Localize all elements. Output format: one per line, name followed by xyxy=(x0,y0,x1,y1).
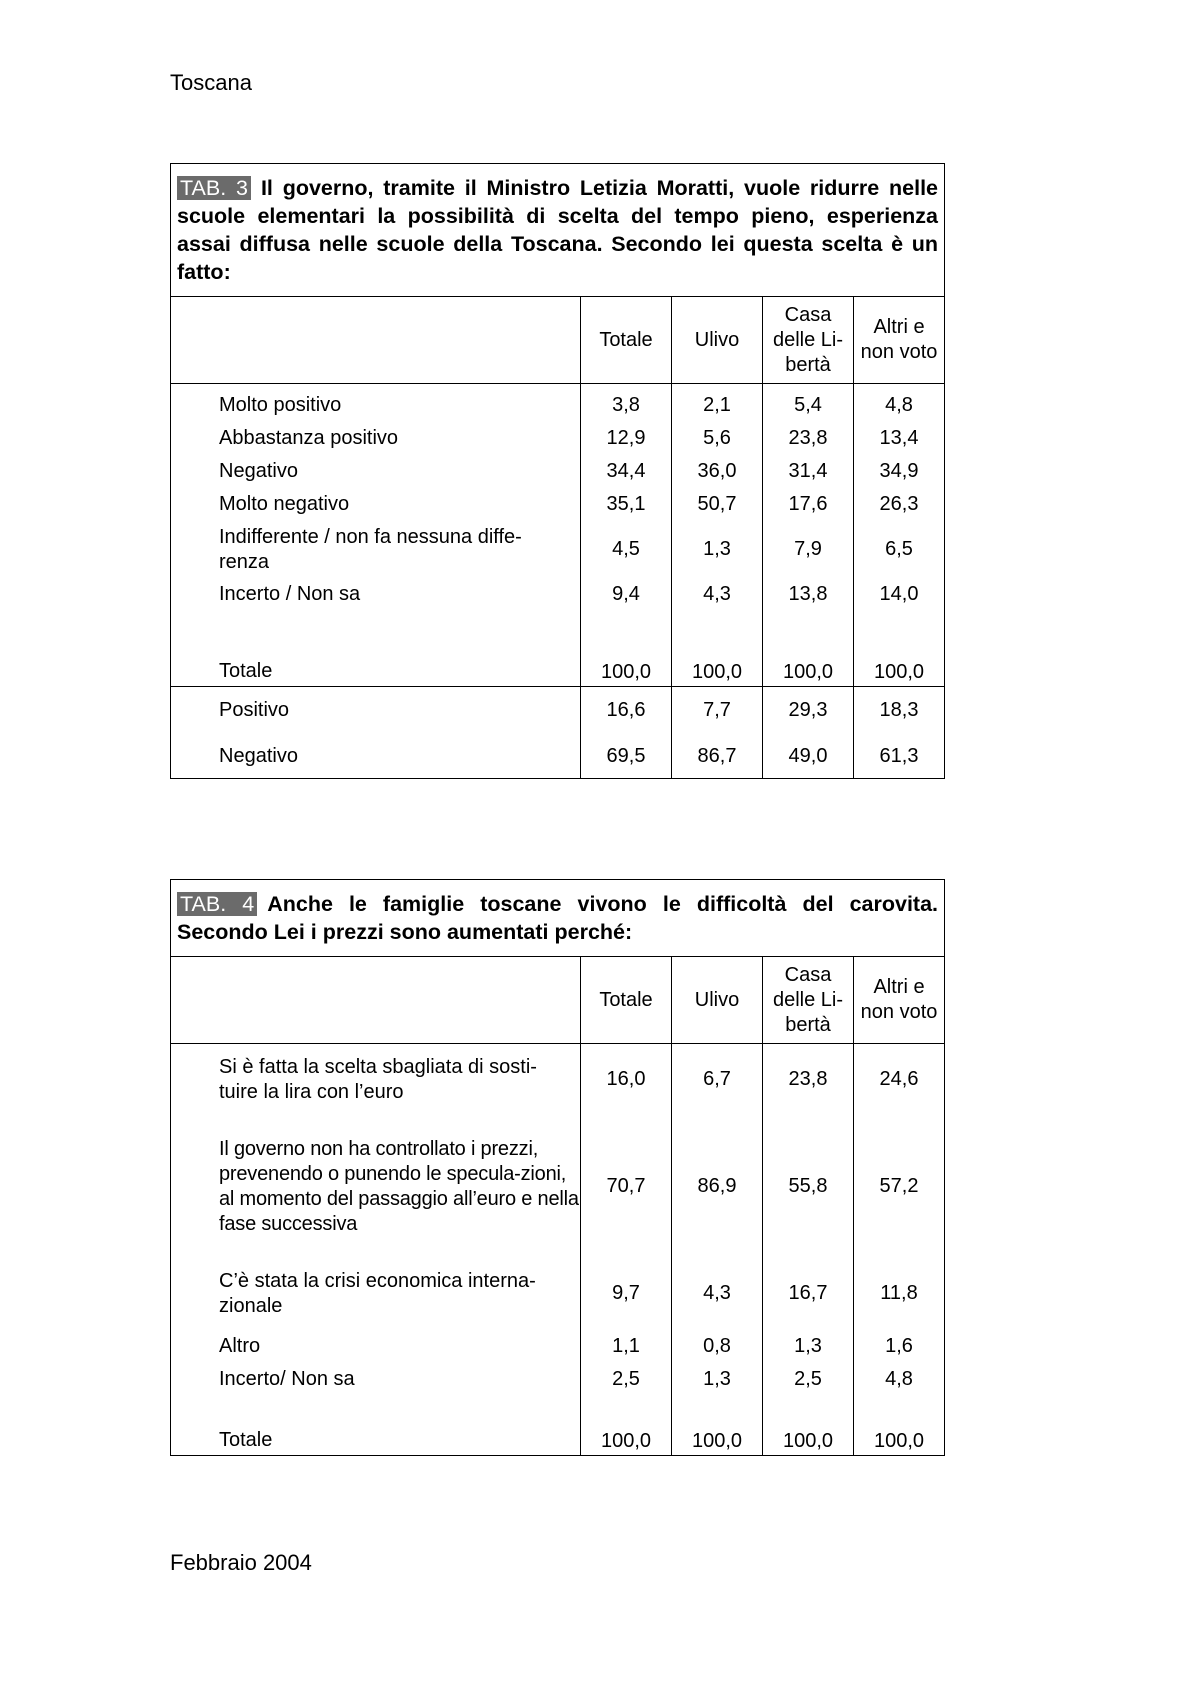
table-4 xyxy=(170,879,945,1456)
cell-value: 69,5 xyxy=(581,735,672,779)
cell-value: 100,0 xyxy=(763,1396,854,1456)
cell-value: 1,6 xyxy=(854,1330,945,1363)
cell-value: 3,8 xyxy=(581,384,672,422)
table-row xyxy=(171,422,945,455)
cell-value: 2,1 xyxy=(672,384,763,422)
table-row xyxy=(171,1363,945,1396)
cell-value: 16,7 xyxy=(763,1258,854,1330)
cell-value: 23,8 xyxy=(763,1044,854,1116)
table-badge: TAB. 3 xyxy=(177,176,251,200)
cell-value: 49,0 xyxy=(763,735,854,779)
cell-value: 35,1 xyxy=(581,488,672,521)
cell-value: 86,7 xyxy=(672,735,763,779)
cell-value: 7,9 xyxy=(763,521,854,579)
cell-value: 17,6 xyxy=(763,488,854,521)
cell-value: 4,8 xyxy=(854,1363,945,1396)
cell-value: 1,3 xyxy=(763,1330,854,1363)
cell-value: 9,4 xyxy=(581,579,672,611)
row-label: Positivo xyxy=(171,687,581,735)
col-header-altri: Altri e non voto xyxy=(854,297,945,384)
cell-value: 57,2 xyxy=(854,1116,945,1258)
cell-value: 26,3 xyxy=(854,488,945,521)
row-label: C’è stata la crisi economica interna-zionale xyxy=(171,1258,581,1330)
table-header-row xyxy=(171,297,945,384)
col-header-ulivo: Ulivo xyxy=(672,297,763,384)
cell-value: 13,4 xyxy=(854,422,945,455)
table-row xyxy=(171,1044,945,1116)
row-label: Altro xyxy=(171,1330,581,1363)
cell-value: 100,0 xyxy=(854,611,945,687)
cell-value: 14,0 xyxy=(854,579,945,611)
cell-value: 100,0 xyxy=(581,611,672,687)
row-label: Totale xyxy=(171,611,581,687)
col-header-totale: Totale xyxy=(581,297,672,384)
cell-value: 16,0 xyxy=(581,1044,672,1116)
cell-value: 12,9 xyxy=(581,422,672,455)
cell-value: 23,8 xyxy=(763,422,854,455)
row-label: Molto negativo xyxy=(171,488,581,521)
cell-value: 100,0 xyxy=(854,1396,945,1456)
cell-value: 13,8 xyxy=(763,579,854,611)
cell-value: 100,0 xyxy=(672,1396,763,1456)
table-3-title xyxy=(171,164,945,297)
row-label: Negativo xyxy=(171,455,581,488)
table-3 xyxy=(170,163,945,779)
cell-value: 2,5 xyxy=(763,1363,854,1396)
table-total-row xyxy=(171,611,945,687)
header-empty xyxy=(171,297,581,384)
table-title-text: Il governo, tramite il Ministro Letizia Moratti, vuole ridurre nelle scuole elementari la possibilità di scelta del tempo pieno, esperienza assai diffusa nelle scuole della Toscana. Secondo lei questa scelta è un fatto: xyxy=(177,176,939,284)
table-row xyxy=(171,579,945,611)
table-total-row xyxy=(171,1396,945,1456)
row-label: Molto positivo xyxy=(171,384,581,422)
table-row xyxy=(171,1258,945,1330)
cell-value: 1,3 xyxy=(672,1363,763,1396)
table-row xyxy=(171,455,945,488)
col-header-ulivo: Ulivo xyxy=(672,957,763,1044)
cell-value: 34,4 xyxy=(581,455,672,488)
table-header-row xyxy=(171,957,945,1044)
page-footer: Febbraio 2004 xyxy=(170,1550,312,1575)
cell-value: 1,3 xyxy=(672,521,763,579)
cell-value: 16,6 xyxy=(581,687,672,735)
cell-value: 100,0 xyxy=(763,611,854,687)
table-badge: TAB. 4 xyxy=(177,892,257,916)
col-header-totale: Totale xyxy=(581,957,672,1044)
header-empty xyxy=(171,957,581,1044)
cell-value: 4,5 xyxy=(581,521,672,579)
cell-value: 29,3 xyxy=(763,687,854,735)
cell-value: 18,3 xyxy=(854,687,945,735)
cell-value: 4,3 xyxy=(672,1258,763,1330)
row-label: Il governo non ha controllato i prezzi, prevenendo o punendo le specula-zioni, al momento del passaggio all’euro e nella fase successiva xyxy=(171,1116,581,1258)
cell-value: 50,7 xyxy=(672,488,763,521)
table-title-text: Anche le famiglie toscane vivono le difficoltà del carovita. Secondo Lei i prezzi sono aumentati perché: xyxy=(177,892,939,944)
cell-value: 4,3 xyxy=(672,579,763,611)
cell-value: 61,3 xyxy=(854,735,945,779)
cell-value: 2,5 xyxy=(581,1363,672,1396)
cell-value: 6,5 xyxy=(854,521,945,579)
table-4-title xyxy=(171,880,945,957)
row-label: Indifferente / non fa nessuna diffe-renza xyxy=(171,521,581,579)
cell-value: 36,0 xyxy=(672,455,763,488)
cell-value: 6,7 xyxy=(672,1044,763,1116)
row-label: Abbastanza positivo xyxy=(171,422,581,455)
cell-value: 55,8 xyxy=(763,1116,854,1258)
col-header-casa-liberta: Casa delle Li-bertà xyxy=(763,297,854,384)
cell-value: 0,8 xyxy=(672,1330,763,1363)
cell-value: 100,0 xyxy=(672,611,763,687)
cell-value: 7,7 xyxy=(672,687,763,735)
cell-value: 9,7 xyxy=(581,1258,672,1330)
row-label: Incerto/ Non sa xyxy=(171,1363,581,1396)
col-header-casa-liberta: Casa delle Li-bertà xyxy=(763,957,854,1044)
table-summary-row xyxy=(171,735,945,779)
cell-value: 70,7 xyxy=(581,1116,672,1258)
table-summary-row xyxy=(171,687,945,735)
cell-value: 1,1 xyxy=(581,1330,672,1363)
cell-value: 11,8 xyxy=(854,1258,945,1330)
table-row xyxy=(171,384,945,422)
table-row xyxy=(171,488,945,521)
cell-value: 24,6 xyxy=(854,1044,945,1116)
cell-value: 34,9 xyxy=(854,455,945,488)
table-row xyxy=(171,521,945,579)
row-label: Negativo xyxy=(171,735,581,779)
row-label: Incerto / Non sa xyxy=(171,579,581,611)
cell-value: 86,9 xyxy=(672,1116,763,1258)
cell-value: 5,4 xyxy=(763,384,854,422)
row-label: Totale xyxy=(171,1396,581,1456)
table-row xyxy=(171,1330,945,1363)
cell-value: 100,0 xyxy=(581,1396,672,1456)
row-label: Si è fatta la scelta sbagliata di sosti-tuire la lira con l’euro xyxy=(171,1044,581,1116)
cell-value: 31,4 xyxy=(763,455,854,488)
col-header-altri: Altri e non voto xyxy=(854,957,945,1044)
cell-value: 5,6 xyxy=(672,422,763,455)
page-header: Toscana xyxy=(170,70,252,95)
table-row xyxy=(171,1116,945,1258)
cell-value: 4,8 xyxy=(854,384,945,422)
